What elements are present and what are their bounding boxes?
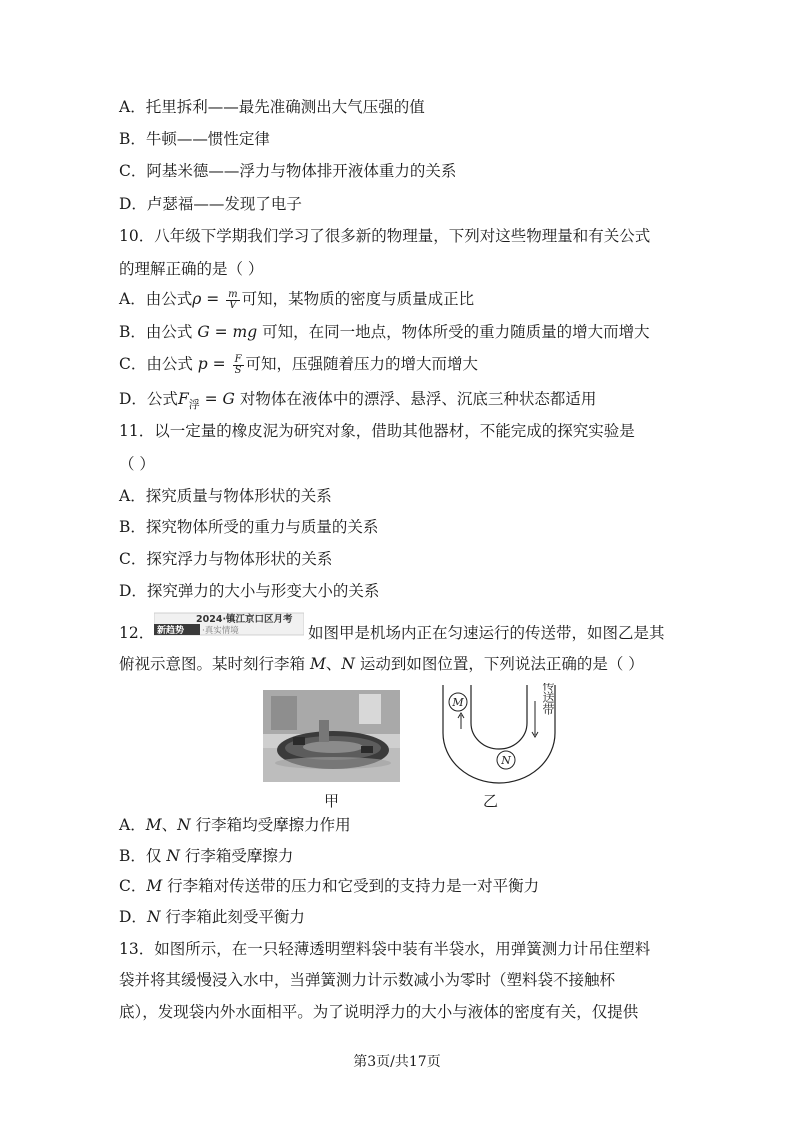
q12-stem-line2-post: 运动到如图位置，下列说法正确的是（ ）	[354, 655, 644, 673]
q13-line2: 袋并将其缓慢浸入水中，当弹簧测力计示数减小为零时（塑料袋不接触杯	[119, 971, 616, 989]
diagram-m-label: M	[452, 696, 464, 709]
q10-d-prefix: D．公式	[119, 390, 178, 408]
q12-option-b	[119, 846, 293, 866]
q12-b-text: 行李箱受摩擦力	[179, 847, 294, 865]
trend-badge	[154, 612, 304, 636]
q12-c-prefix: C．	[119, 877, 147, 895]
q10-c-text: 可知，压强随着压力的增大而增大	[245, 355, 479, 373]
q11-option-a: A．探究质量与物体形状的关系	[119, 487, 332, 505]
q13-line3: 底），发现袋内外水面相平。为了说明浮力的大小与液体的密度有关，仅提供	[119, 1003, 639, 1021]
q12-a-m: M	[145, 816, 162, 834]
q10-option-b	[119, 322, 650, 342]
figure-yi-caption: 乙	[483, 792, 499, 810]
q10-c-p: p =	[197, 355, 231, 373]
diagram-belt-label: 传送带	[541, 683, 555, 715]
q11-option-b: B．探究物体所受的重力与质量的关系	[119, 518, 379, 536]
q11-option-c: C．探究浮力与物体形状的关系	[119, 550, 333, 568]
q12-b-prefix: B．仅	[119, 847, 167, 865]
q10-a-text: 可知，某物质的密度与质量成正比	[241, 290, 475, 308]
q10-option-a	[119, 289, 474, 311]
q9-option-b: B．牛顿——惯性定律	[119, 130, 270, 148]
q10-b-formula: G = mg	[197, 323, 258, 341]
q10-a-rho: ρ =	[192, 290, 225, 308]
conveyor-photo-graphic	[263, 690, 400, 782]
q11-stem-line2: （ ）	[119, 455, 155, 473]
q12-c-text: 行李箱对传送带的压力和它受到的支持力是一对平衡力	[162, 877, 540, 895]
q10-stem-line1: 10．八年级下学期我们学习了很多新的物理量，下列对这些物理量和有关公式	[119, 227, 651, 245]
q10-a-numerator: m	[228, 288, 238, 300]
q10-b-text: 可知，在同一地点，物体所受的重力随质量的增大而增大	[257, 323, 650, 341]
q10-a-prefix: A．由公式	[119, 290, 193, 308]
q12-b-n: N	[166, 847, 180, 865]
q10-d-text: 对物体在液体中的漂浮、悬浮、沉底三种状态都适用	[234, 390, 597, 408]
q12-a-text: 行李箱均受摩擦力作用	[190, 816, 351, 834]
q10-c-prefix: C．由公式	[119, 355, 198, 373]
q13-line1: 13．如图所示，在一只轻薄透明塑料袋中装有半袋水，用弹簧测力计吊住塑料	[119, 940, 651, 958]
q10-d-eq: = G	[199, 390, 235, 408]
q9-option-a: A．托里拆利——最先准确测出大气压强的值	[119, 98, 425, 116]
q10-a-denominator: V	[229, 299, 237, 311]
q12-c-m: M	[146, 877, 163, 895]
conveyor-diagram-graphic	[441, 683, 558, 785]
q11-option-d: D．探究弹力的大小与形变大小的关系	[119, 582, 380, 600]
q12-stem-n: N	[341, 655, 355, 673]
q12-d-prefix: D．	[119, 908, 147, 926]
q12-d-n: N	[146, 908, 161, 926]
q12-option-d	[119, 907, 305, 927]
q10-b-prefix: B．由公式	[119, 323, 198, 341]
q10-stem-line2: 的理解正确的是（ ）	[119, 260, 264, 278]
q9-option-d: D．卢瑟福——发现了电子	[119, 195, 302, 213]
q12-stem-line2	[119, 654, 644, 674]
q11-stem-line1: 11．以一定量的橡皮泥为研究对象，借助其他器材，不能完成的探究实验是	[119, 422, 635, 440]
conveyor-photo	[263, 690, 400, 782]
figure-jia-caption: 甲	[324, 792, 340, 810]
q12-stem-sep: 、	[325, 655, 342, 673]
q12-stem-line1: 如图甲是机场内正在匀速运行的传送带，如图乙是其	[308, 624, 665, 642]
q12-a-sep: 、	[161, 816, 178, 834]
q12-option-a	[119, 815, 351, 835]
page-number: 第3页/共17页	[353, 1054, 441, 1070]
q10-a-fraction	[226, 290, 239, 311]
conveyor-diagram	[441, 683, 558, 785]
q10-c-numerator: F	[234, 353, 242, 365]
badge-context: ·真实情境	[202, 626, 239, 636]
q12-a-prefix: A．	[119, 816, 146, 834]
q12-stem-m: M	[309, 655, 326, 673]
q10-d-f: F	[177, 390, 189, 408]
q12-stem-line2-pre: 俯视示意图。某时刻行李箱	[119, 655, 310, 673]
q10-c-denominator: S	[234, 364, 242, 376]
q10-option-d	[119, 389, 596, 415]
badge-trend: 新趋势	[157, 626, 185, 636]
diagram-n-label: N	[501, 754, 511, 767]
badge-graphic	[154, 612, 304, 636]
q12-option-c	[119, 876, 539, 896]
q10-c-fraction	[233, 355, 244, 376]
q10-option-c	[119, 354, 478, 376]
q12-number: 12．	[119, 624, 155, 642]
q10-d-subscript: 浮	[188, 398, 200, 411]
q12-d-text: 行李箱此刻受平衡力	[160, 908, 305, 926]
q9-option-c: C．阿基米德——浮力与物体排开液体重力的关系	[119, 162, 457, 180]
q12-a-n: N	[177, 816, 191, 834]
badge-source: 2024·镇江京口区月考	[196, 614, 293, 625]
